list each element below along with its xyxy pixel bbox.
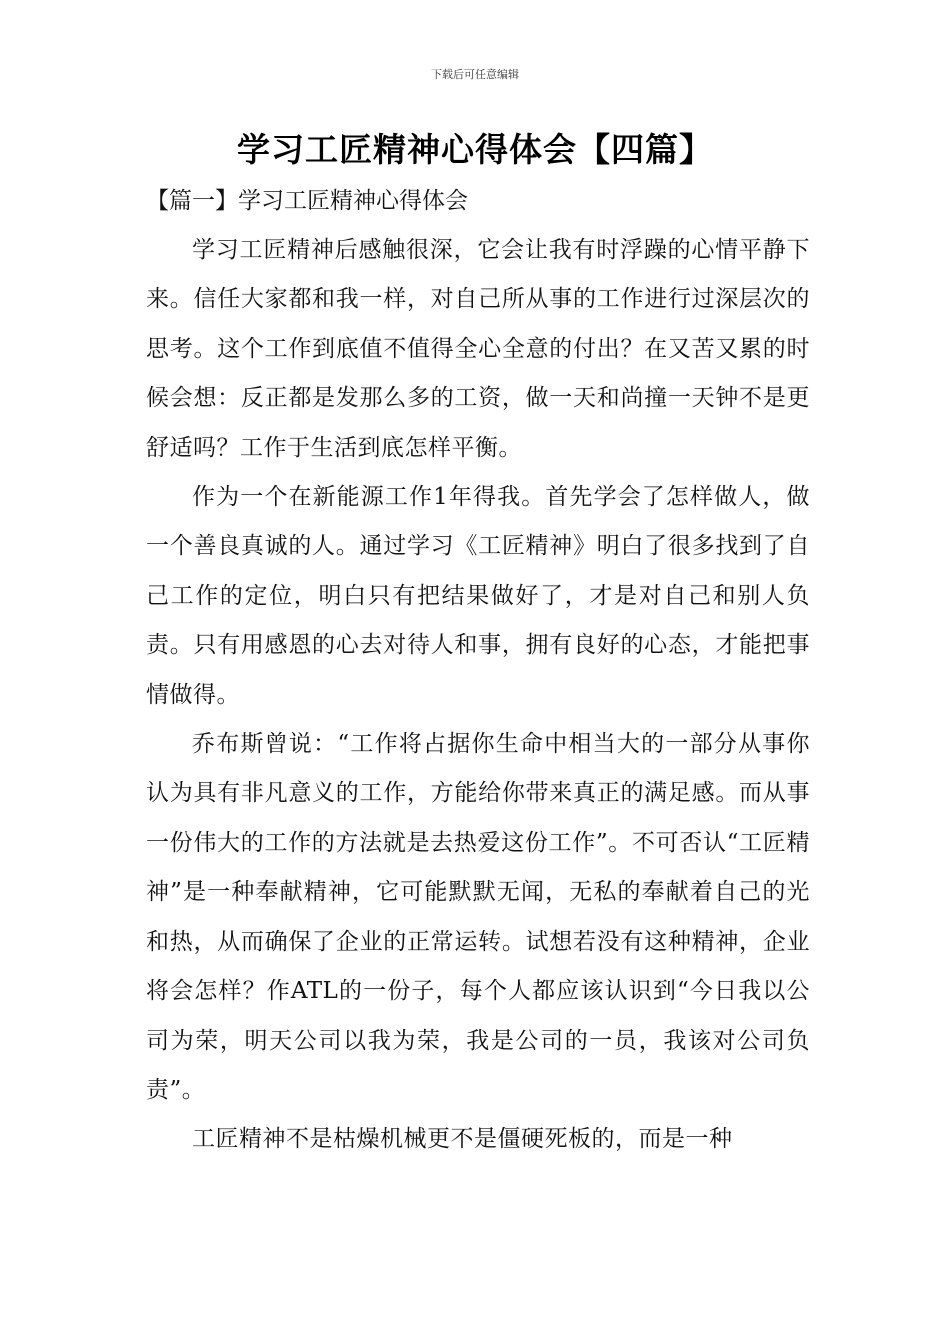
paragraph: 作为一个在新能源工作1年得我。首先学会了怎样做人，做一个善良真诚的人。通过学习《工匠精神》明白了很多找到了自己工作的定位，明白只有把结果做好了，才是对自己和别人负责。只有用感恩的心去对待人和事，拥有良好的心态，才能把事情做得。 [146, 484, 810, 708]
paragraph: 乔布斯曾说：“工作将占据你生命中相当大的一部分从事你认为具有非凡意义的工作，方能给你带来真正的满足感。而从事一份伟大的工作的方法就是去热爱这份工作”。不可否认“工匠精神”是一种奉献精神，它可能默默无闻，无私的奉献着自己的光和热，从而确保了企业的正常运转。试想若没有这种精神，企业将会怎样？作ATL的一份子，每个人都应该认识到“今日我以公司为荣，明天公司以我为荣，我是公司的一员，我该对公司负责”。 [146, 731, 810, 1103]
document-title: 学习工匠精神心得体会【四篇】 [237, 130, 713, 169]
section-heading: 【篇一】学习工匠精神心得体会 [146, 188, 468, 214]
page-header-note: 下载后可任意编辑 [431, 68, 519, 81]
document-body [146, 226, 810, 1165]
paragraph: 学习工匠精神后感触很深，它会让我有时浮躁的心情平静下来。信任大家都和我一样，对自己所从事的工作进行过深层次的思考。这个工作到底值不值得全心全意的付出？在又苦又累的时候会想：反正都是发那么多的工资，做一天和尚撞一天钟不是更舒适吗？工作于生活到底怎样平衡。 [146, 237, 810, 461]
paragraph: 工匠精神不是枯燥机械更不是僵硬死板的，而是一种 [192, 1126, 733, 1153]
